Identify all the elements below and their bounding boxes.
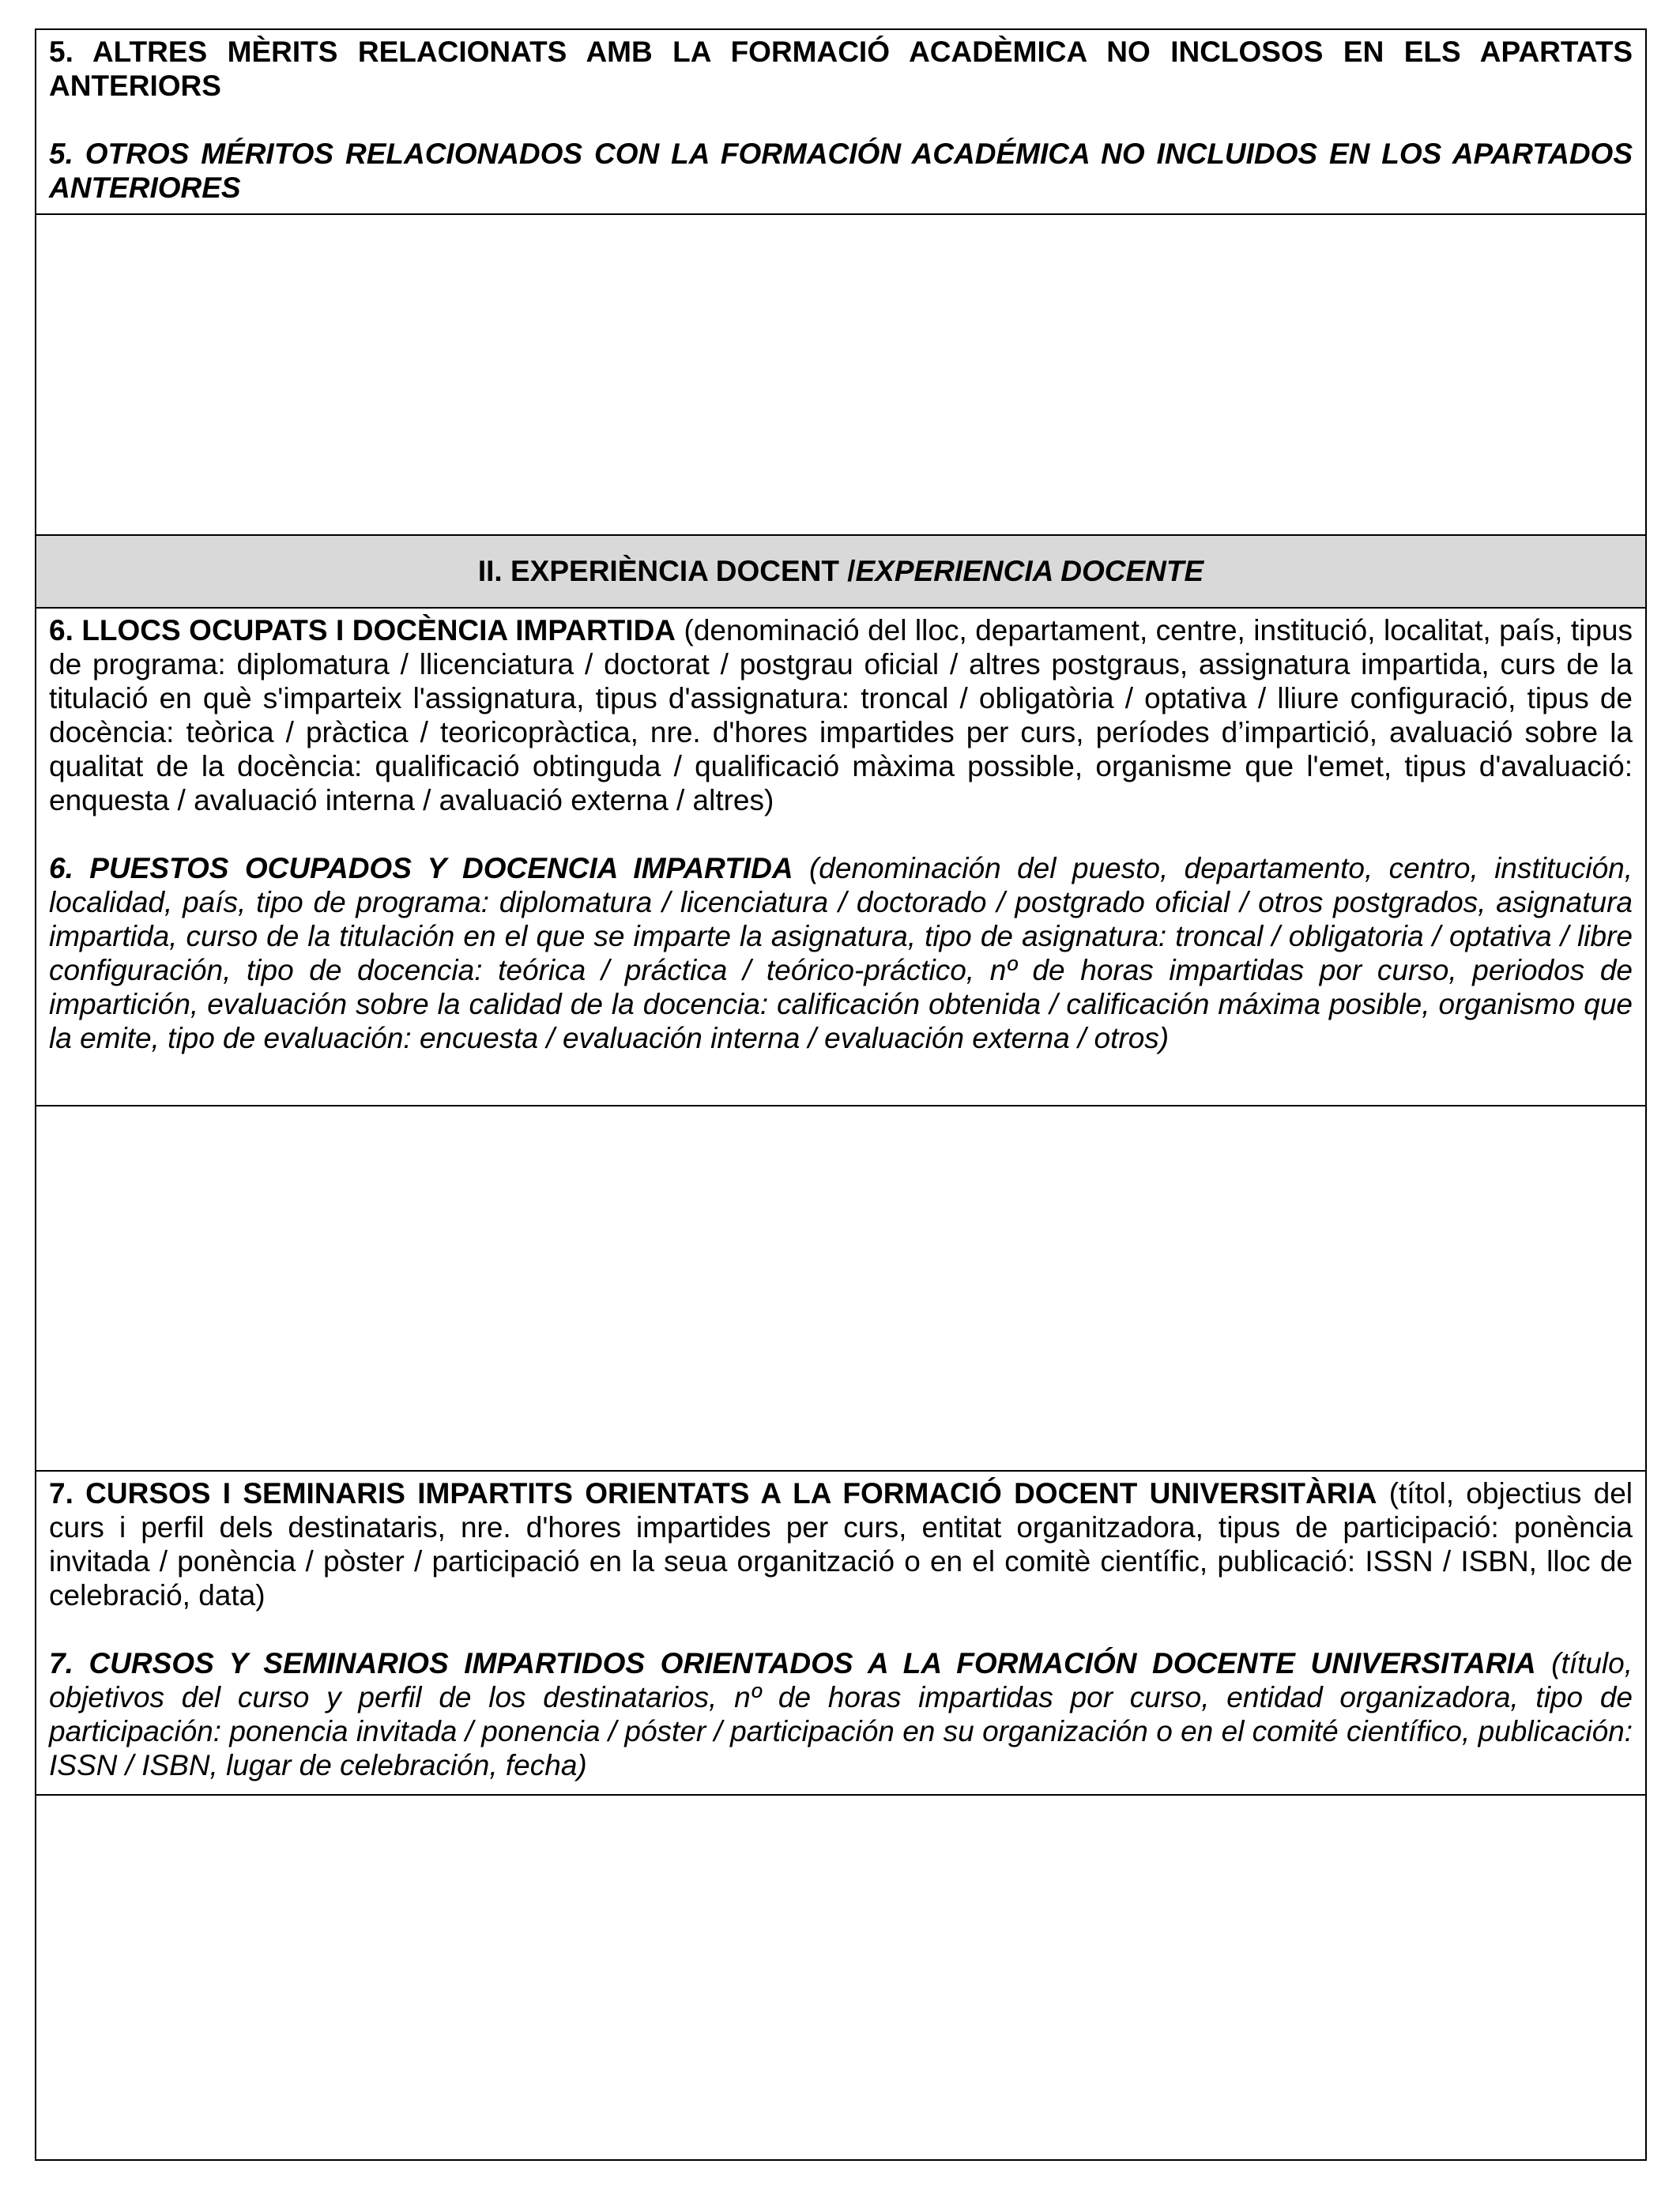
section-ii-title-ca: II. EXPERIÈNCIA DOCENT / [477,555,856,587]
section6-answer-field[interactable] [36,1105,1645,1470]
section5-answer-field[interactable] [36,213,1645,534]
section6-header [36,607,1645,1105]
cv-form-table [35,28,1647,2161]
section6-heading-ca: 6. LLOCS OCUPATS I DOCÈNCIA IMPARTIDA [49,614,676,647]
section6-body-es: (denominación del puesto, departamento, centro, institución, localidad, país, tipo de programa: diplomatura / licenciatura / doctorado / postgrado oficial / otros postgrados, asignatura impartida, curso de la titulación en el que se imparte la asignatura, tipo de asignatura: troncal / obligatoria / optativa / libre configuración, tipo de docencia: teórica / práctica / teórico-práctico, nº de horas impartidas por curso, periodos de impartición, evaluación sobre la calidad de la docencia: calificación obtenida / calificación máxima posible, organismo que la emite, tipo de evaluación: encuesta / evaluación interna / evaluación externa / otros) [49,852,1633,1054]
section7-text-ca [49,1476,1633,1612]
section-ii-title [36,534,1645,607]
section5-heading-ca: 5. ALTRES MÈRITS RELACIONATS AMB LA FORMACIÓ ACADÈMICA NO INCLOSOS EN ELS APARTATS ANTERIORS [49,36,1633,102]
section6-text-es [49,851,1633,1055]
section6-heading-es: 6. PUESTOS OCUPADOS Y DOCENCIA IMPARTIDA [49,852,793,884]
section6-body-ca: (denominació del lloc, departament, centre, institució, localitat, país, tipus de programa: diplomatura / llicenciatura / doctorat / postgrau oficial / altres postgraus, assignatura impartida, curs de la titulació en què s'imparteix l'assignatura, tipus d'assignatura: troncal / obligatòria / optativa / lliure configuració, tipus de docència: teòrica / pràctica / teoricopràctica, nre. d'hores impartides per curs, períodes d’impartició, avaluació sobre la qualitat de la docència: qualificació obtinguda / qualificació màxima possible, organisme que l'emet, tipus d'avaluació: enquesta / avaluació interna / avaluació externa / altres) [49,614,1633,816]
section7-heading-ca: 7. CURSOS I SEMINARIS IMPARTITS ORIENTATS A LA FORMACIÓ DOCENT UNIVERSITÀRIA [49,1477,1377,1510]
section5-heading-es: 5. OTROS MÉRITOS RELACIONADOS CON LA FORMACIÓN ACADÉMICA NO INCLUIDOS EN LOS APARTADOS ANTERIORES [49,138,1633,204]
section7-body-ca: (títol, objectius del curs i perfil dels destinataris, nre. d'hores impartides per curs, entitat organitzadora, tipus de participació: ponència invitada / ponència / pòster / participació en la seua organització o en el comitè científic, publicació: ISSN / ISBN, lloc de celebració, data) [49,1477,1633,1612]
section7-body-es: (título, objetivos del curso y perfil de los destinatarios, nº de horas impartidas por curso, entidad organizadora, tipo de participación: ponencia invitada / ponencia / póster / participación en su organización o en el comité científico, publicación: ISSN / ISBN, lugar de celebración, fecha) [49,1647,1633,1781]
section5-header [36,30,1645,213]
section7-heading-es: 7. CURSOS Y SEMINARIOS IMPARTIDOS ORIENTADOS A LA FORMACIÓN DOCENTE UNIVERSITARIA [49,1647,1536,1679]
section6-text-ca [49,613,1633,817]
section7-header [36,1470,1645,1794]
section7-answer-field[interactable] [36,1794,1645,2159]
section-ii-title-es: EXPERIENCIA DOCENTE [855,555,1204,587]
section7-text-es [49,1646,1633,1782]
